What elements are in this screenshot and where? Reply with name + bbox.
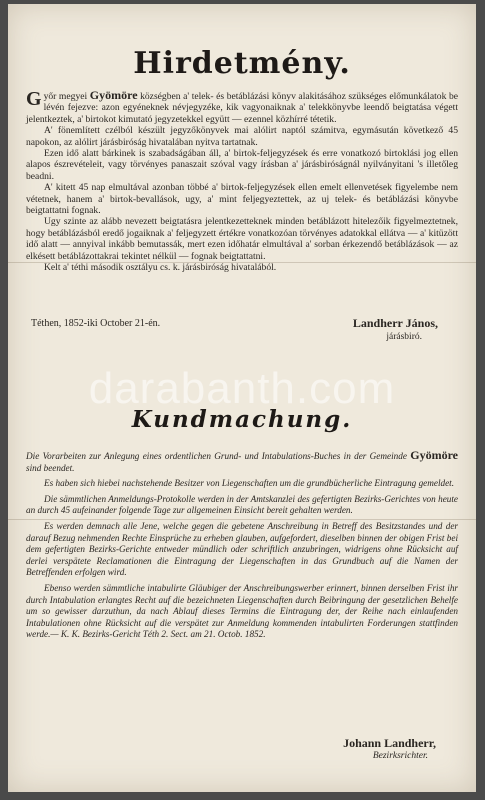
hungarian-paragraph: A' kitett 45 nap elmultával azonban többé a' birtok-feljegyzések ellen emelt ellenvetések figyelembe nem vétetnek, hanem a' birtok-bevallások, ugy, a' mint feljegyeztettek, az uj telek- és betáblázási könyvbe beigtattatni fognak. bbox=[26, 182, 458, 217]
german-paragraph: Die sämmtlichen Anmeldungs-Protokolle werden in der Amtskanzlei des gefertigten Bezirks-Gerichtes von heute an durch 45 aufeinander folgende Tage zur allgemeinen Einsicht bereit gehalten werden. bbox=[26, 493, 458, 516]
hungarian-paragraph: Kelt a' téthi második osztályu cs. k. járásbiróság hivatalából. bbox=[44, 262, 277, 274]
german-paragraph: Es werden demnach alle Jene, welche gegen die gebetene Anschreibung in Betreff des Besitzstandes und der darauf Bezug nehmenden Rechte Einsprüche zu erheben glauben, aufgefordert, dieselben binnen der obigen Frist bei dem gefertigten Bezirks-Gerichte entweder mündlich oder schriftlich anzubringen, widrigens ohne Rücksicht auf derlei verspätete Reclamationen die Eintragung der Liegenschaften in das Grundbuch auf die Namen der Betreffenden erfolgen wird. bbox=[26, 520, 458, 578]
drop-cap: G bbox=[26, 88, 42, 110]
place-name: Gyömöre bbox=[89, 88, 138, 102]
watermark: darabanth.com bbox=[88, 364, 396, 413]
german-signature-block bbox=[343, 736, 436, 761]
place-name: Gyömöre bbox=[410, 448, 458, 462]
signer-name: Johann Landherr, bbox=[343, 736, 436, 750]
notice-sheet bbox=[8, 4, 476, 792]
signer-role: Bezirksrichter. bbox=[372, 751, 428, 761]
place-date: Téthen, 1852-iki October 21-én. bbox=[31, 318, 161, 329]
signer-role: járásbiró. bbox=[386, 332, 422, 342]
german-body bbox=[26, 450, 458, 645]
hungarian-body bbox=[26, 90, 458, 274]
signer-name: Landherr János, bbox=[352, 316, 438, 330]
german-title: Kundmachung. bbox=[131, 406, 353, 433]
german-paragraph: Die Vorarbeiten zur Anlegung eines ordentlichen Grund- und Intabulations-Buches in der Gemeinde Gyömöre sind beendet. bbox=[26, 448, 458, 473]
hungarian-paragraph: Győr megyei Gyömöre községben a' telek- és betáblázási könyv alakitásához szükséges előmunkálatok be lévén fejezve: azon egyéneknek névjegyzéke, kik vagyonaiknak a' telekkönyvbe leendő beigtatása végett jelentkeztek, a' birtokot kimutató jegyzetekkel együtt — ezennel közhírré tétetik. bbox=[26, 88, 458, 125]
hungarian-paragraph: Ugy szinte az alább nevezett beigtatásra jelentkezetteknek minden betáblázott hitelezőik figyelmeztetnek, hogy betáblázásból eredő jogaiknak a' feljegyzett értékre vonatkozóan törvényes adatokkal ellátva — a' kitüzött idő alatt — annyival inkább bemutassák, mert ezen időhatár elmultával a' sorban érkezendő betáblázások — az elkésett betáblázottakrai tekintet nélkül — fognak beigtattatni. bbox=[26, 216, 458, 262]
german-paragraph: Ebenso werden sämmtliche intabulirte Gläubiger der Anschreibungswerber erinnert, binnen derselben Frist ihr durch Intabulation erlangtes Recht auf die bezeichneten Liegenschaften durch Beibringung der gesetzlichen Behelfe um so gewisser darzuthun, da nach Ablauf dieses Termins die Eintragung der, der Reihe nach einlaufenden Intabulationen ohne Rücksicht auf die verspätet zur Anmeldung kommenden intabulirten Forderungen stattfinden werde.— K. K. Bezirks-Gericht Téth 2. Sect. am 21. Octob. 1852. bbox=[26, 582, 458, 640]
hungarian-title: Hirdetmény. bbox=[133, 46, 351, 81]
hungarian-paragraph: A' fönemlített czélból készült jegyzőkönyvek mai alólirt naptól számitva, egymásután következő 45 napokon, az alólirt járásbiróság hivatalában nyitva tartatnak. bbox=[26, 125, 458, 148]
german-paragraph: Es haben sich hiebei nachstehende Besitzer von Liegenschaften um die grundbücherliche Eintragung gemeldet. bbox=[44, 478, 455, 489]
hungarian-paragraph: Ezen idő alatt bárkinek is szabadságában áll, a' birtok-feljegyzések és erre vonatkozó birtoklási jog ellen alapos észrevételeit, vagy törvényes panaszait szóval vagy írásban a' járásbiróságnál nyilványitani 's illetőleg beadni. bbox=[26, 148, 458, 182]
